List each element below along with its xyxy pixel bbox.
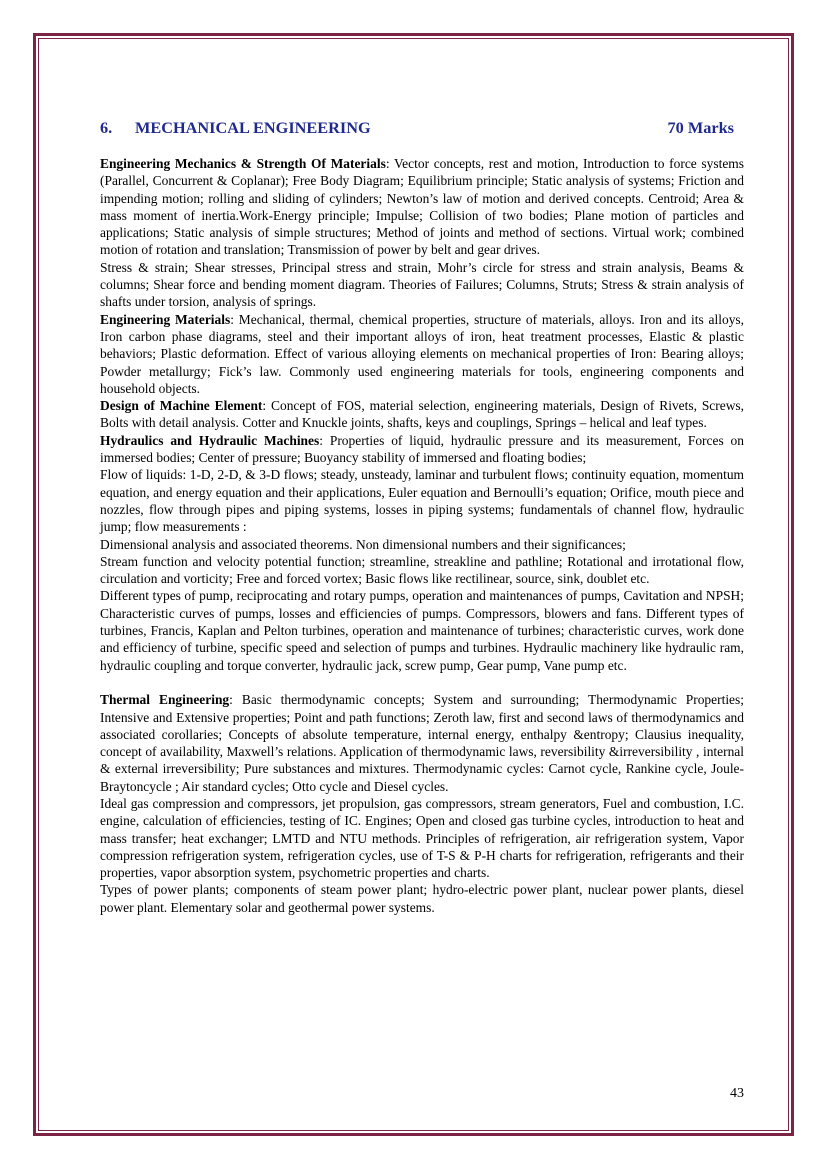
topic-text: Properties of liquid, hydraulic pressure and its measurement, Forces on immersed bodies; Center of pressure; Buoyancy stability of immersed and floating bodies;: [100, 432, 744, 466]
topic-term: Design of Machine Element: [100, 398, 263, 414]
heading-number: 6.: [100, 118, 113, 137]
topic-text: Concept of FOS, material selection, engineering materials, Design of Rivets, Screws, Bolts with detail analysis. Cotter and Knuckle joints, shafts, keys and couplings, Springs – helical and leaf types.: [100, 398, 745, 431]
topic-term: Hydraulics and Hydraulic Machines: [100, 432, 320, 448]
document-body: [100, 118, 744, 916]
paragraph-machine-design: [100, 397, 744, 432]
paragraph-gas-compression: [100, 795, 744, 881]
paragraph-stream-function: [100, 553, 744, 588]
topic-text: Vector concepts, rest and motion, Introduction to force systems (Parallel, Concurrent & Coplanar); Free Body Diagram; Equilibrium principle; Static analysis of systems; Friction and impending motion; rolling and sliding of cylinders; Newton’s law of motion and derived concepts. Centroid; Area & mass moment of inertia.Work-Energy principle; Impulse; Collision of two bodies; Plane motion of particles and applications; Static analysis of simple structures; Method of joints and method of sections. Virtual work; combined motion of rotation and translation; Transmission of power by belt and gear drives.: [100, 156, 744, 258]
topic-term: Thermal Engineering: [100, 692, 230, 708]
topic-text: Types of power plants; components of steam power plant; hydro-electric power plant, nuclear power plants, diesel power plant. Elementary solar and geothermal power systems.: [100, 882, 744, 915]
topic-text: Mechanical, thermal, chemical properties, structure of materials, alloys. Iron and its alloys, Iron carbon phase diagrams, steel and their important alloys of iron, heat treatment processes, Elastic & plastic behaviors; Plastic deformation. Effect of various alloying elements on mechanical properties of Iron: Bearing alloys; Powder metallurgy; Fick’s law. Commonly used engineering materials for tools, engineering components and household objects.: [100, 311, 745, 396]
heading-title-group: [100, 118, 371, 138]
term-separator: :: [385, 156, 394, 171]
paragraph-engineering-mechanics: [100, 155, 744, 259]
topic-term: Engineering Materials: [100, 311, 231, 327]
heading-title: MECHANICAL ENGINEERING: [135, 118, 371, 137]
topic-text: Dimensional analysis and associated theorems. Non dimensional numbers and their significances;: [100, 536, 626, 552]
paragraph-spacer: [100, 674, 744, 691]
topic-term: Engineering Mechanics & Strength Of Materials: [100, 156, 386, 171]
term-separator: :: [262, 398, 272, 414]
section-heading: [100, 118, 744, 138]
page-number: 43: [730, 1086, 744, 1101]
paragraph-dimensional-analysis: [100, 536, 744, 553]
paragraph-thermal-engineering: [100, 691, 744, 795]
term-separator: :: [230, 311, 239, 327]
term-separator: :: [229, 692, 242, 708]
paragraph-hydraulics: [100, 432, 744, 467]
paragraph-flow-of-liquids: [100, 466, 744, 535]
paragraph-stress-strain: [100, 259, 744, 311]
heading-marks: 70 Marks: [667, 118, 734, 137]
paragraph-power-plants: [100, 881, 744, 916]
syllabus-text: [100, 155, 744, 916]
term-separator: :: [319, 432, 330, 448]
topic-text: Ideal gas compression and compressors, jet propulsion, gas compressors, stream generators, Fuel and combustion, I.C. engine, calculation of efficiencies, testing of IC. Engines; Open and closed gas turbine cycles, introduction to heat and mass transfer; heat exchanger; LMTD and NTU methods. Principles of refrigeration, air refrigeration system, Vapor compression refrigeration system, refrigeration cycles, use of T-S & P-H charts for refrigeration, refrigerants and their properties, vapor absorption system, psychometric properties and charts.: [100, 795, 744, 881]
paragraph-pumps-turbines: [100, 587, 744, 673]
topic-text: Different types of pump, reciprocating and rotary pumps, operation and maintenances of pumps, Cavitation and NPSH; Characteristic curves of pumps, losses and efficiencies of pumps. Compressors, blowers and fans. Different types of turbines, Francis, Kaplan and Pelton turbines, operation and maintenance of turbines; characteristic curves, work done and efficiency of turbine, specific speed and selection of pumps and turbines. Hydraulic machinery like hydraulic ram, hydraulic coupling and torque converter, hydraulic jack, screw pump, Gear pump, Vane pump etc.: [100, 588, 744, 673]
topic-text: Stream function and velocity potential function; streamline, streakline and pathline; Rotational and irrotational flow, circulation and vorticity; Free and forced vortex; Basic flows like rectilinear, source, sink, doublet etc.: [100, 553, 744, 587]
paragraph-engineering-materials: [100, 311, 744, 397]
topic-text: Stress & strain; Shear stresses, Principal stress and strain, Mohr’s circle for stress and strain analysis, Beams & columns; Shear force and bending moment diagram. Theories of Failures; Columns, Struts; Stress & strain analysis of shafts under torsion, analysis of springs.: [100, 259, 744, 310]
topic-text: Flow of liquids: 1-D, 2-D, & 3-D flows; steady, unsteady, laminar and turbulent flows; continuity equation, momentum equation, and energy equation and their applications, Euler equation and Bernoulli’s equation; Orifice, mouth piece and nozzles, flow through pipes and piping systems, losses in piping systems; fundamentals of channel flow, hydraulic jump; flow measurements :: [100, 467, 744, 535]
topic-text: Basic thermodynamic concepts; System and surrounding; Thermodynamic Properties; Intensive and Extensive properties; Point and path functions; Zeroth law, first and second laws of thermodynamics and associated corollaries; Concepts of absolute temperature, internal energy, enthalpy &entropy; Clausius inequality, concept of availability, Maxwell’s relations. Application of thermodynamic laws, reversibility &irreversibility , internal & external irreversibility; Pure substances and mixtures. Thermodynamic cycles: Carnot cycle, Rankine cycle, Joule-Braytoncycle ; Air standard cycles; Otto cycle and Diesel cycles.: [100, 692, 744, 794]
